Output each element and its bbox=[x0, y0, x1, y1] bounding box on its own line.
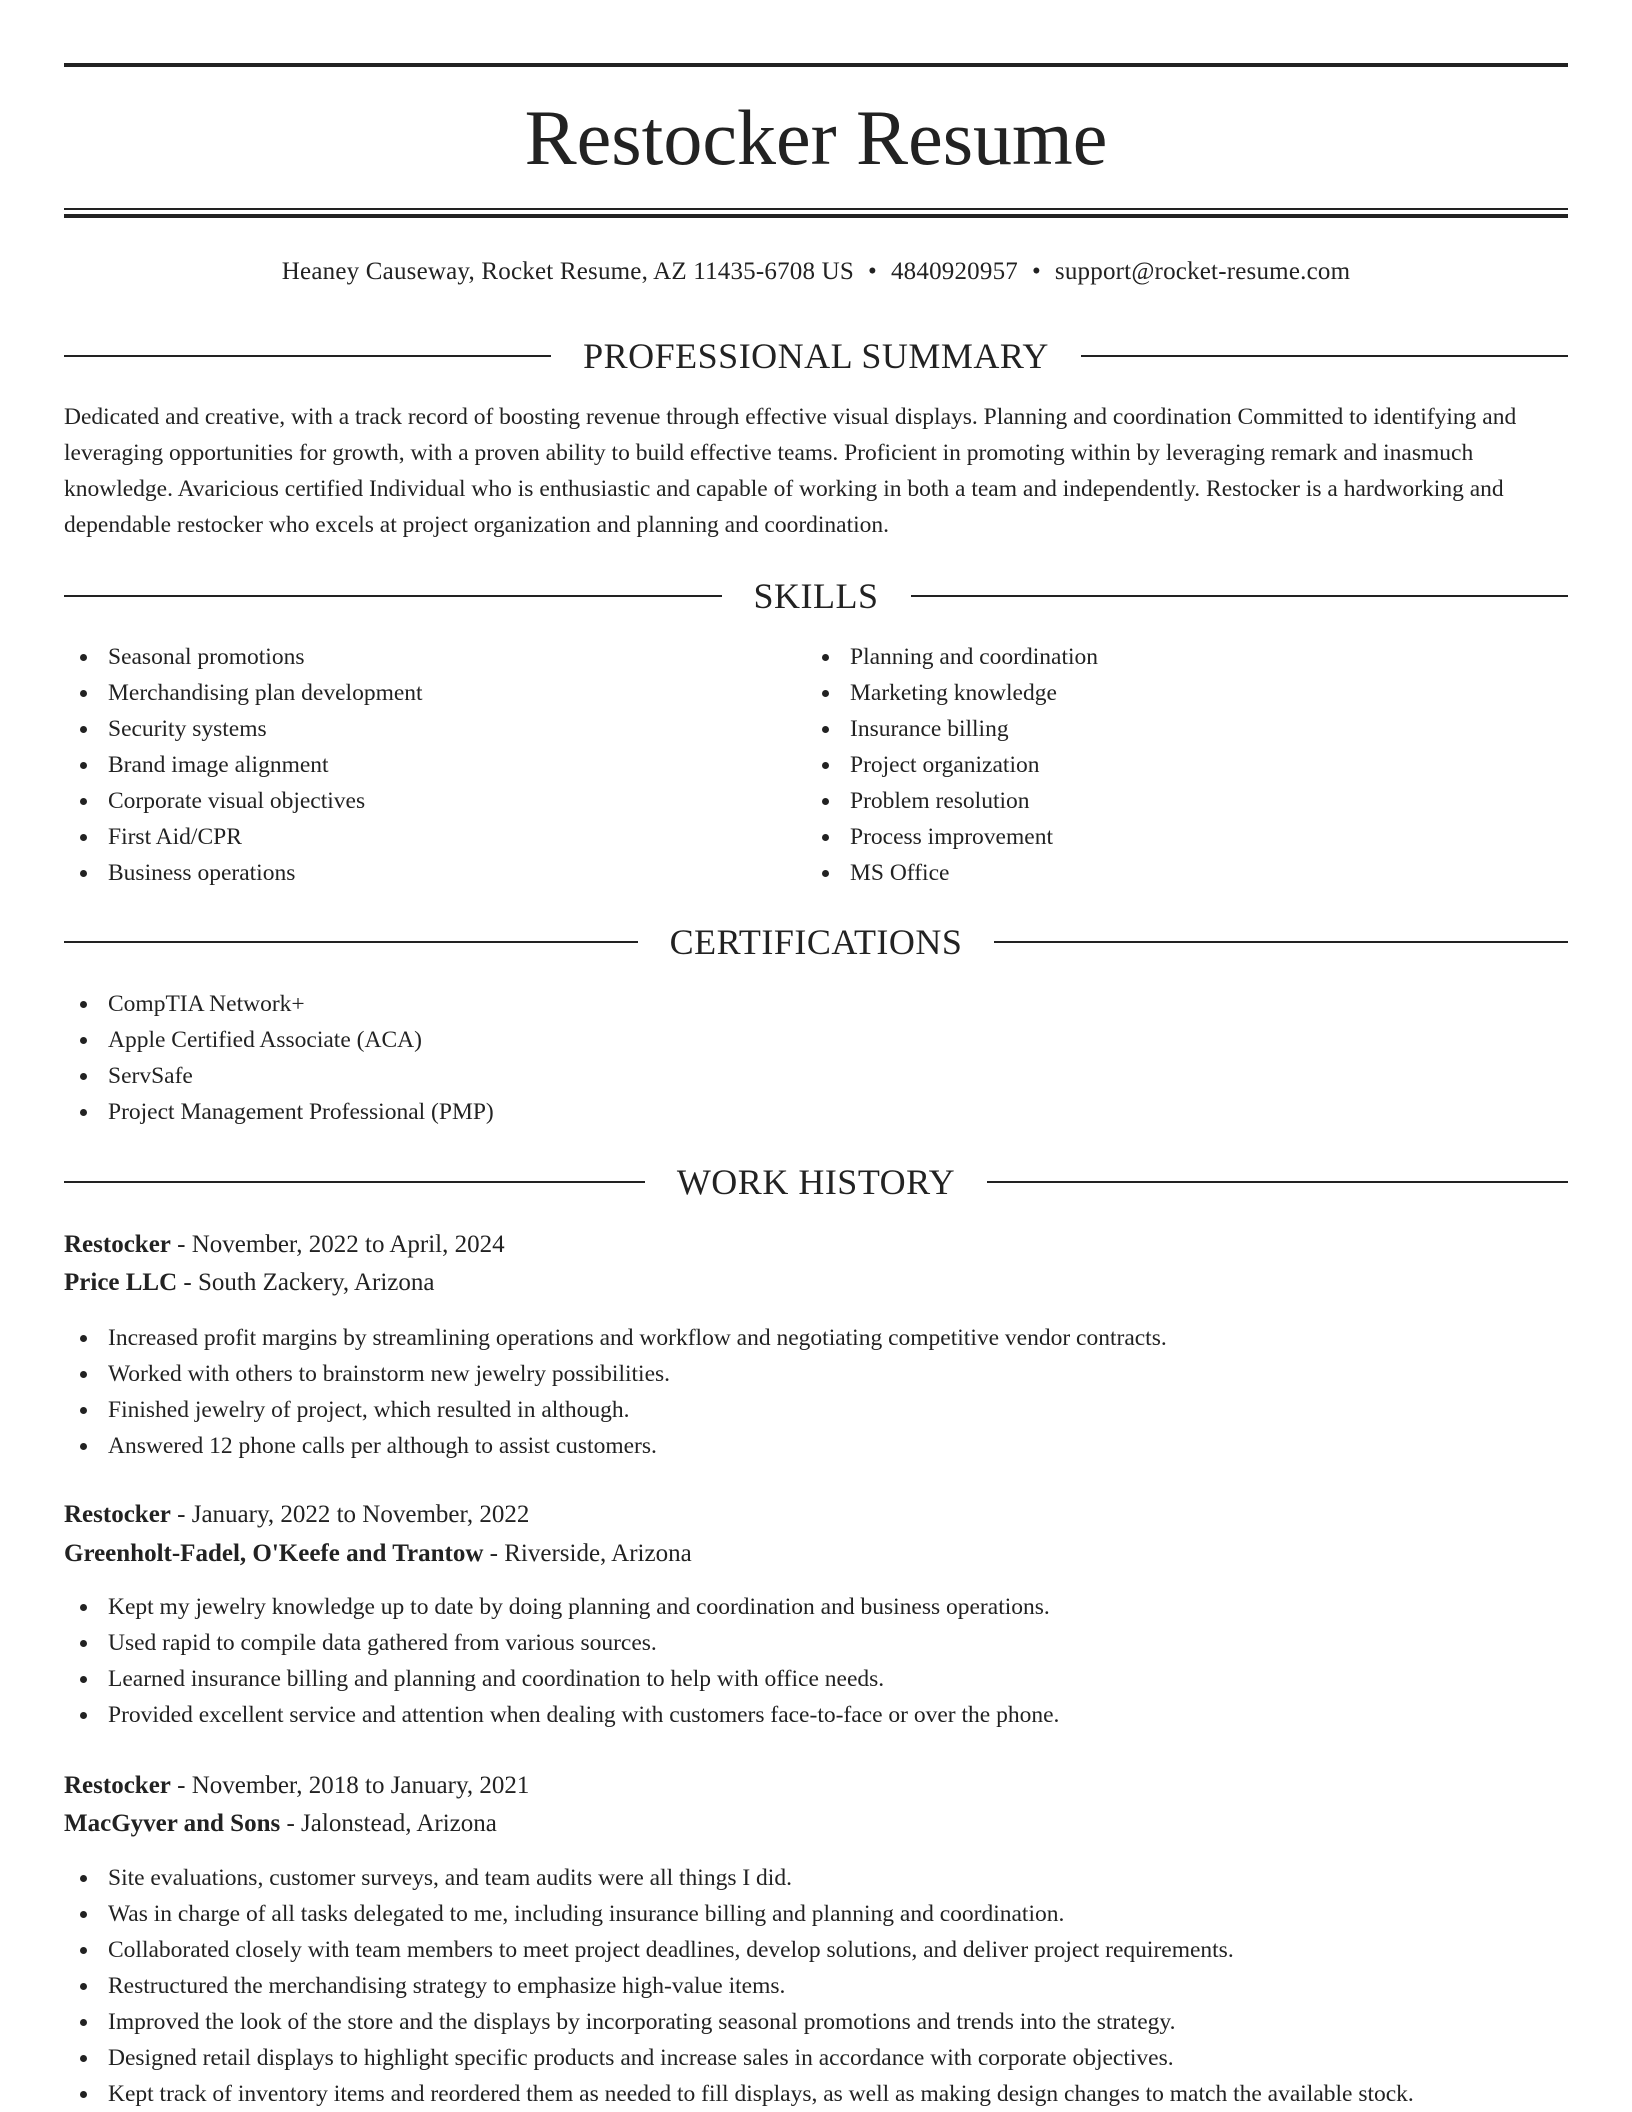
contact-separator: • bbox=[868, 258, 877, 285]
section-divider bbox=[994, 941, 1568, 943]
job-bullet: Collaborated closely with team members to meet project deadlines, develop solutions, and deliver project requirements. bbox=[64, 1932, 1568, 1968]
contact-phone: 4840920957 bbox=[890, 258, 1018, 285]
skill-item: Security systems bbox=[64, 711, 804, 747]
skill-item: First Aid/CPR bbox=[64, 819, 804, 855]
job-location: - Jalonstead, Arizona bbox=[280, 1810, 497, 1837]
contact-email[interactable]: support@rocket-resume.com bbox=[1054, 258, 1351, 285]
section-heading-work-history bbox=[64, 1160, 1568, 1204]
job-company: Greenholt-Fadel, O'Keefe and Trantow bbox=[64, 1540, 484, 1567]
section-heading-summary bbox=[64, 334, 1568, 378]
job-title-line bbox=[64, 1767, 1568, 1805]
skill-item: Merchandising plan development bbox=[64, 675, 804, 711]
skills-column-right bbox=[806, 639, 1546, 891]
section-divider bbox=[64, 1181, 645, 1183]
skill-item: Brand image alignment bbox=[64, 747, 804, 783]
job-bullet: Improved the look of the store and the displays by incorporating seasonal promotions and trends into the strategy. bbox=[64, 2004, 1568, 2040]
job-location: - Riverside, Arizona bbox=[483, 1540, 692, 1567]
job-title-line bbox=[64, 1496, 1568, 1534]
certification-item: Apple Certified Associate (ACA) bbox=[64, 1022, 1568, 1058]
section-heading-certifications bbox=[64, 920, 1568, 964]
skill-item: Project organization bbox=[806, 747, 1546, 783]
section-divider bbox=[1081, 355, 1568, 357]
job-company-line bbox=[64, 1535, 1568, 1573]
section-title: SKILLS bbox=[753, 576, 879, 616]
job-company: Price LLC bbox=[64, 1269, 178, 1296]
section-divider bbox=[911, 595, 1569, 597]
contact-separator: • bbox=[1031, 258, 1041, 285]
summary-text: Dedicated and creative, with a track record of boosting revenue through effective visual displays. Planning and coordination Committed to identifying and leveraging opportunities for growth, with a proven ability to build effective teams. Proficient in promoting within by leveraging remark and inasmuch knowledge. Avaricious certified Individual who is enthusiastic and capable of working in both a team and independently. Restocker is a hardworking and dependable restocker who excels at project organization and planning and coordination. bbox=[64, 404, 1517, 538]
section-title: CERTIFICATIONS bbox=[669, 922, 963, 962]
job-bullet: Finished jewelry of project, which resulted in although. bbox=[64, 1392, 1568, 1428]
job-bullet: Answered 12 phone calls per although to assist customers. bbox=[64, 1428, 1568, 1464]
certification-item: CompTIA Network+ bbox=[64, 986, 1568, 1022]
skill-item: Process improvement bbox=[806, 819, 1546, 855]
job-bullet: Restructured the merchandising strategy to emphasize high-value items. bbox=[64, 1968, 1568, 2004]
skill-item: Business operations bbox=[64, 855, 804, 891]
job-bullet: Increased profit margins by streamlining operations and workflow and negotiating competitive vendor contracts. bbox=[64, 1320, 1568, 1356]
section-divider bbox=[64, 355, 551, 357]
job-location: - South Zackery, Arizona bbox=[177, 1269, 435, 1296]
job-title: Restocker bbox=[64, 1772, 171, 1799]
skill-item: Marketing knowledge bbox=[806, 675, 1546, 711]
job-bullet: Learned insurance billing and planning and coordination to help with office needs. bbox=[64, 1661, 1568, 1697]
job-bullets bbox=[64, 1320, 1568, 1464]
job-bullets bbox=[64, 1589, 1568, 1733]
job-title: Restocker bbox=[64, 1231, 171, 1258]
skill-item: Insurance billing bbox=[806, 711, 1546, 747]
contact-info bbox=[64, 254, 1568, 290]
job-company-line bbox=[64, 1264, 1568, 1302]
contact-address: Heaney Causeway, Rocket Resume, AZ 11435-6708 US bbox=[281, 258, 855, 285]
skill-item: Seasonal promotions bbox=[64, 639, 804, 675]
job-bullet: Site evaluations, customer surveys, and team audits were all things I did. bbox=[64, 1860, 1568, 1896]
section-divider bbox=[987, 1181, 1568, 1183]
job-bullet: Was in charge of all tasks delegated to me, including insurance billing and planning and coordination. bbox=[64, 1896, 1568, 1932]
skill-item: Problem resolution bbox=[806, 783, 1546, 819]
section-title: WORK HISTORY bbox=[676, 1162, 956, 1202]
job-bullets bbox=[64, 1860, 1568, 2112]
job-company-line bbox=[64, 1805, 1568, 1843]
job-bullet: Kept my jewelry knowledge up to date by doing planning and coordination and business operations. bbox=[64, 1589, 1568, 1625]
job-bullet: Used rapid to compile data gathered from various sources. bbox=[64, 1625, 1568, 1661]
skill-item: Corporate visual objectives bbox=[64, 783, 804, 819]
skill-item: MS Office bbox=[806, 855, 1546, 891]
section-divider bbox=[64, 941, 638, 943]
section-divider bbox=[64, 595, 722, 597]
skills-column-left bbox=[64, 639, 804, 891]
header-rule-upper bbox=[64, 208, 1568, 210]
job-bullet: Designed retail displays to highlight specific products and increase sales in accordance with corporate objectives. bbox=[64, 2040, 1568, 2076]
header-rule-lower bbox=[64, 214, 1568, 218]
certification-item: ServSafe bbox=[64, 1058, 1568, 1094]
job-title-line bbox=[64, 1226, 1568, 1264]
job-company: MacGyver and Sons bbox=[64, 1810, 281, 1837]
section-heading-skills bbox=[64, 574, 1568, 618]
job-bullet: Worked with others to brainstorm new jewelry possibilities. bbox=[64, 1356, 1568, 1392]
job-dates: - November, 2018 to January, 2021 bbox=[170, 1772, 530, 1799]
section-title: PROFESSIONAL SUMMARY bbox=[583, 336, 1049, 376]
skill-item: Planning and coordination bbox=[806, 639, 1546, 675]
resume-title: Restocker Resume bbox=[524, 94, 1108, 181]
certification-item: Project Management Professional (PMP) bbox=[64, 1094, 1568, 1130]
certifications-list bbox=[64, 986, 1568, 1130]
job-dates: - November, 2022 to April, 2024 bbox=[170, 1231, 505, 1258]
job-title: Restocker bbox=[64, 1501, 171, 1528]
job-bullet: Kept track of inventory items and reordered them as needed to fill displays, as well as making design changes to match the available stock. bbox=[64, 2076, 1568, 2112]
header-top-rule bbox=[64, 63, 1568, 67]
job-bullet: Provided excellent service and attention when dealing with customers face-to-face or over the phone. bbox=[64, 1697, 1568, 1733]
job-dates: - January, 2022 to November, 2022 bbox=[170, 1501, 530, 1528]
